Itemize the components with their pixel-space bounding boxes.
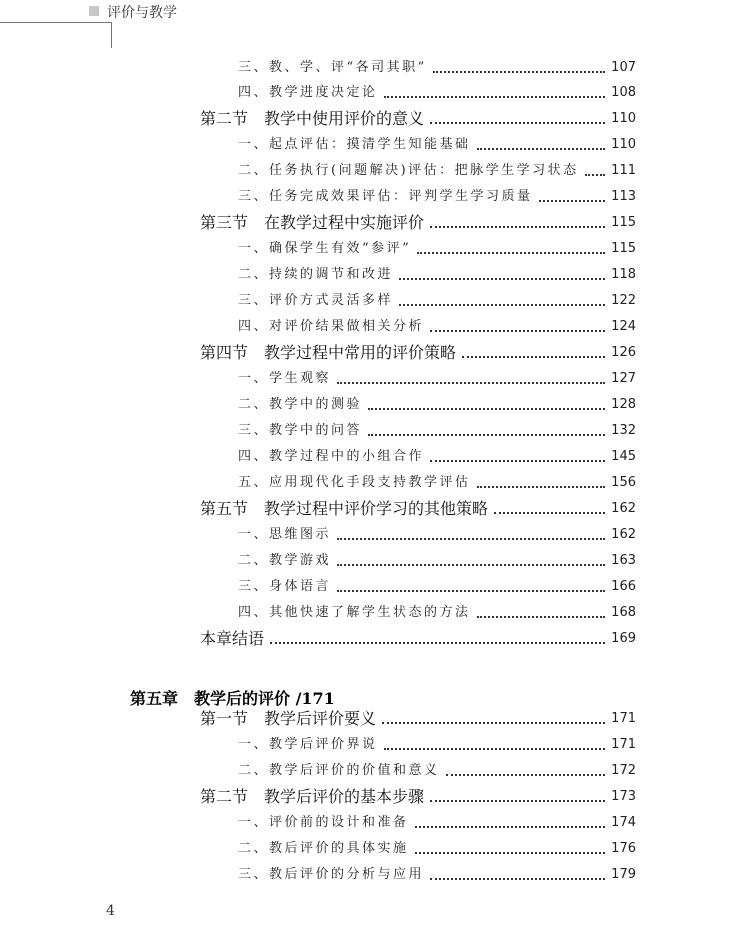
toc-subentry <box>238 420 636 442</box>
toc-page-number: 179 <box>611 867 636 882</box>
toc-entry-label: 本章结语 <box>200 629 265 648</box>
toc-entry-label: 第二节 教学中使用评价的意义 <box>200 109 425 128</box>
toc-entry-label: 四、教学过程中的小组合作 <box>238 449 425 464</box>
toc-page-number: 171 <box>611 737 636 752</box>
toc-page-number: 169 <box>611 631 636 646</box>
toc-entry-label: 五、应用现代化手段支持教学评估 <box>238 475 471 490</box>
toc-page-number: 162 <box>611 527 636 542</box>
toc-page-number: 166 <box>611 579 636 594</box>
toc-subentry <box>238 838 636 860</box>
toc-conclusion <box>200 628 636 650</box>
toc-entry-label: 三、教后评价的分析与应用 <box>238 867 425 882</box>
dot-leader <box>430 800 605 802</box>
toc-page-number: 110 <box>611 111 636 126</box>
dot-leader <box>337 382 605 384</box>
toc-entry-label: 第三节 在教学过程中实施评价 <box>200 213 425 232</box>
dot-leader <box>477 486 606 488</box>
toc-entry-label: 一、起点评估：摸清学生知能基础 <box>238 137 471 152</box>
dot-leader <box>270 642 605 644</box>
dot-leader <box>368 408 605 410</box>
toc-entry-label: 四、其他快速了解学生状态的方法 <box>238 605 471 620</box>
toc-entry-label: 三、教学中的问答 <box>238 423 363 438</box>
toc-subentry <box>238 472 636 494</box>
toc-page-number: 113 <box>611 189 636 204</box>
dot-leader <box>430 122 605 124</box>
toc-entry-label: 一、教学后评价界说 <box>238 737 378 752</box>
toc-subentry <box>238 602 636 624</box>
dot-leader <box>462 356 605 358</box>
toc-page-number: 173 <box>611 789 636 804</box>
dot-leader <box>477 148 606 150</box>
toc-page-number: 163 <box>611 553 636 568</box>
dot-leader <box>446 774 606 776</box>
toc-subentry <box>238 550 636 572</box>
toc-section <box>200 108 636 130</box>
toc-section <box>200 708 636 730</box>
toc-page-number: 110 <box>611 137 636 152</box>
toc-page-number: 128 <box>611 397 636 412</box>
toc-section <box>200 498 636 520</box>
toc-page-number: 132 <box>611 423 636 438</box>
toc-entry-label: 一、学生观察 <box>238 371 332 386</box>
toc-page-number: 115 <box>611 241 636 256</box>
dot-leader <box>417 252 605 254</box>
toc-page-number: 115 <box>611 215 636 230</box>
dot-leader <box>539 200 606 202</box>
toc-page-number: 145 <box>611 449 636 464</box>
toc-subentry <box>238 576 636 598</box>
toc-page-number: 118 <box>611 267 636 282</box>
toc-entry-label: 四、教学进度决定论 <box>238 85 378 100</box>
dot-leader <box>430 226 605 228</box>
toc-entry-label: 二、任务执行(问题解决)评估：把脉学生学习状态 <box>238 163 579 178</box>
toc-subentry <box>238 734 636 756</box>
dot-leader <box>382 722 605 724</box>
toc-page-number: 126 <box>611 345 636 360</box>
toc-page-number: 122 <box>611 293 636 308</box>
toc-section <box>200 342 636 364</box>
toc-entry-label: 三、任务完成效果评估：评判学生学习质量 <box>238 189 533 204</box>
toc-page-number: 108 <box>611 85 636 100</box>
toc-subentry <box>238 160 636 182</box>
dot-leader <box>430 878 605 880</box>
toc-page-number: 156 <box>611 475 636 490</box>
toc-entry-label: 一、评价前的设计和准备 <box>238 815 409 830</box>
toc-page-number: 174 <box>611 815 636 830</box>
dot-leader <box>415 826 606 828</box>
dot-leader <box>494 512 605 514</box>
toc-entry-label: 一、思维图示 <box>238 527 332 542</box>
toc-page-number: 127 <box>611 371 636 386</box>
dot-leader <box>585 174 606 176</box>
toc-entry-label: 三、评价方式灵活多样 <box>238 293 394 308</box>
toc-subentry <box>238 368 636 390</box>
toc-subentry <box>238 57 636 79</box>
toc-subentry <box>238 316 636 338</box>
toc-entry-label: 二、教学后评价的价值和意义 <box>238 763 440 778</box>
toc-page-number: 171 <box>611 711 636 726</box>
toc-subentry <box>238 290 636 312</box>
toc-entry-label: 三、教、学、评“各司其职” <box>238 60 427 75</box>
toc-subentry <box>238 864 636 886</box>
toc-entry-label: 三、身体语言 <box>238 579 332 594</box>
toc-page-number: 168 <box>611 605 636 620</box>
toc-entry-label: 二、教学游戏 <box>238 553 332 568</box>
toc-entry-label: 第二节 教学后评价的基本步骤 <box>200 787 425 806</box>
dot-leader <box>399 304 605 306</box>
toc-section <box>200 786 636 808</box>
toc-page-number: 111 <box>611 163 636 178</box>
dot-leader <box>384 96 606 98</box>
toc-subentry <box>238 82 636 104</box>
page-number: 4 <box>106 903 115 919</box>
dot-leader <box>433 71 605 73</box>
dot-leader <box>430 330 605 332</box>
toc-page-number: 107 <box>611 60 636 75</box>
dot-leader <box>399 278 605 280</box>
dot-leader <box>368 434 605 436</box>
toc-subentry <box>238 134 636 156</box>
toc-entry-label: 第五节 教学过程中评价学习的其他策略 <box>200 499 489 518</box>
dot-leader <box>477 616 606 618</box>
toc-entry-label: 第四节 教学过程中常用的评价策略 <box>200 343 457 362</box>
header-rule-horizontal <box>0 22 112 23</box>
dot-leader <box>337 538 605 540</box>
toc-subentry <box>238 186 636 208</box>
header-title: 评价与教学 <box>107 5 177 21</box>
toc-section <box>200 212 636 234</box>
chapter-heading: 第五章 教学后的评价 /171 <box>130 689 335 708</box>
toc-subentry <box>238 446 636 468</box>
header-rule-vertical <box>111 22 112 48</box>
toc-subentry <box>238 524 636 546</box>
toc-entry-label: 二、教后评价的具体实施 <box>238 841 409 856</box>
toc-page-number: 176 <box>611 841 636 856</box>
running-header <box>0 0 750 48</box>
toc-entry-label: 第一节 教学后评价要义 <box>200 709 377 728</box>
toc-page-number: 124 <box>611 319 636 334</box>
dot-leader <box>337 590 605 592</box>
toc-subentry <box>238 394 636 416</box>
header-square-icon <box>89 6 99 16</box>
dot-leader <box>384 748 606 750</box>
dot-leader <box>430 460 605 462</box>
toc-subentry <box>238 760 636 782</box>
toc-subentry <box>238 264 636 286</box>
toc-page-number: 162 <box>611 501 636 516</box>
dot-leader <box>337 564 605 566</box>
toc-entry-label: 二、持续的调节和改进 <box>238 267 394 282</box>
toc-entry-label: 四、对评价结果做相关分析 <box>238 319 425 334</box>
toc-page-number: 172 <box>611 763 636 778</box>
toc-subentry <box>238 812 636 834</box>
toc-entry-label: 二、教学中的测验 <box>238 397 363 412</box>
dot-leader <box>415 852 606 854</box>
toc-entry-label: 一、确保学生有效“参评” <box>238 241 412 256</box>
toc-subentry <box>238 238 636 260</box>
